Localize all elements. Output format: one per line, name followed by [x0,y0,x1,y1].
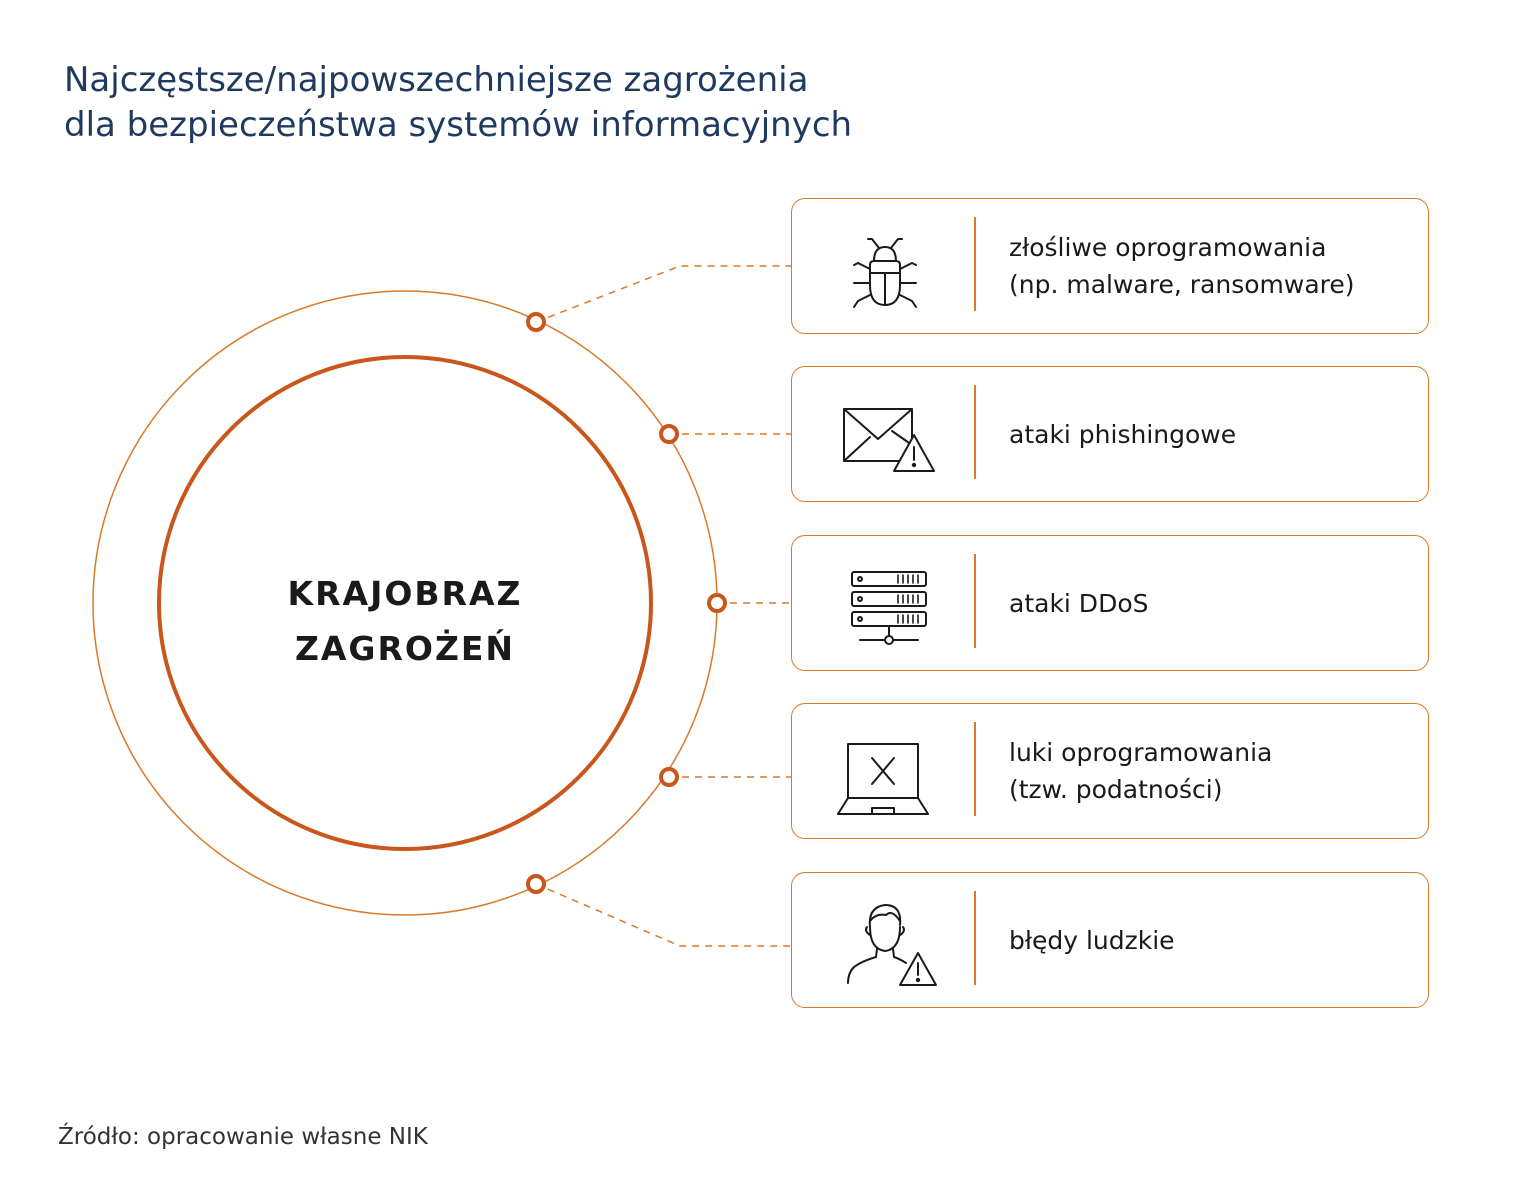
card-divider [974,891,976,985]
connector-5 [536,884,791,946]
card-divider [974,554,976,648]
card-divider [974,385,976,479]
card-divider [974,722,976,816]
node-marker-5 [528,876,544,892]
threat-card-ddos [791,535,1429,671]
threat-label-line-1: ataki DDoS [1009,588,1149,618]
source-note: Źródło: opracowanie własne NIK [58,1124,428,1150]
node-marker-4 [661,769,677,785]
node-marker-3 [709,595,725,611]
card-divider [974,217,976,311]
center-label [255,566,555,676]
center-label-line-1: KRAJOBRAZ [287,574,523,613]
threat-label-line-2: (tzw. podatności) [1009,775,1223,804]
threat-label [1009,367,1408,501]
node-marker-1 [528,314,544,330]
threat-label-line-1: ataki phishingowe [1009,419,1237,449]
threat-label [1009,199,1408,333]
threat-label-line-1: luki oprogramowania [1009,738,1273,767]
server-rack-icon [830,554,940,654]
center-label-line-2: ZAGROŻEŃ [294,629,516,668]
threat-label-line-1: złośliwe oprogramowania [1009,233,1327,262]
threat-label-line-2: (np. malware, ransomware) [1009,270,1355,299]
node-marker-2 [661,426,677,442]
threat-card-human-errors [791,872,1429,1008]
threat-label [1009,873,1408,1007]
title-line-2: dla bezpieczeństwa systemów informacyjnych [64,105,853,145]
envelope-warning-icon [830,385,940,485]
threat-label [1009,704,1408,838]
bug-icon [830,217,940,317]
threat-card-malware [791,198,1429,334]
connector-1 [536,266,791,322]
laptop-x-icon [830,722,940,822]
title-line-1: Najczęstsze/najpowszechniejsze zagrożenia [64,60,809,100]
threat-card-vulnerabilities [791,703,1429,839]
threat-card-phishing [791,366,1429,502]
person-warning-icon [830,891,940,991]
threat-label [1009,536,1408,670]
threat-label-line-1: błędy ludzkie [1009,925,1175,955]
